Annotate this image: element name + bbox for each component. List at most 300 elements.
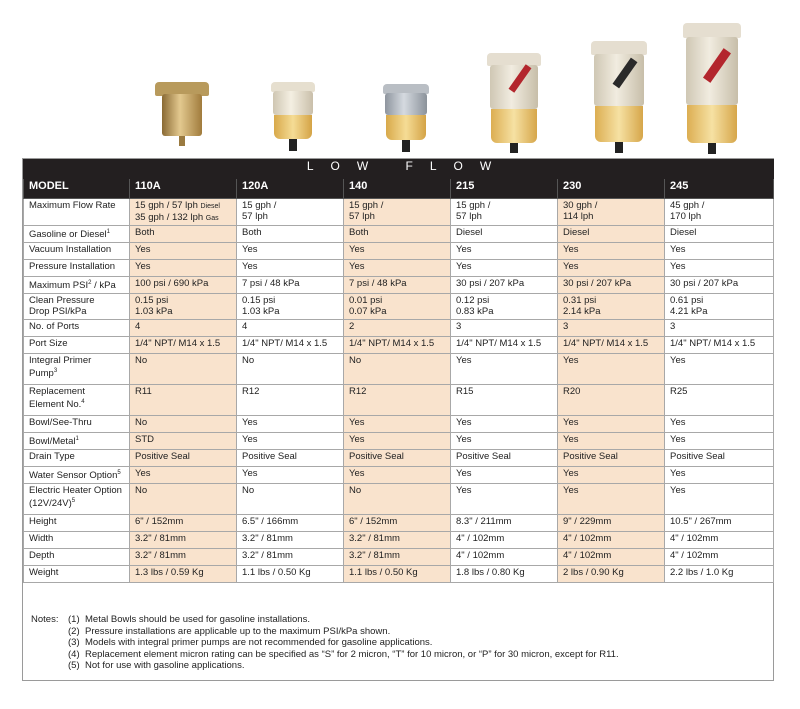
cell-215 [451, 467, 558, 484]
cell-note: Gas [205, 215, 219, 222]
cell-215 [451, 549, 558, 566]
cell-note: Diesel [200, 203, 220, 210]
cell-value: No [349, 355, 362, 366]
cell-120a [237, 385, 344, 416]
cell-value: 3 [563, 321, 569, 332]
cell-110a [130, 385, 237, 416]
cell-120a [237, 277, 344, 294]
table-row [24, 199, 774, 226]
cell-140 [344, 385, 451, 416]
cell-value-2: 170 lph [670, 211, 702, 222]
table-row [24, 243, 774, 260]
cell-value: Diesel [456, 227, 483, 238]
cell-value: 30 psi / 207 kPa [456, 278, 525, 289]
cell-value: No [242, 355, 255, 366]
row-label [24, 260, 130, 277]
cell-value: R25 [670, 386, 688, 397]
notes [31, 614, 619, 672]
cell-value: 2 [349, 321, 355, 332]
cell-value: 3.2" / 81mm [349, 550, 400, 561]
column-header-245: 245 [665, 179, 774, 199]
filter-245-image [683, 23, 741, 155]
cell-120a [237, 532, 344, 549]
cell-value: 100 psi / 690 kPa [135, 278, 209, 289]
cell-value: R15 [456, 386, 474, 397]
cell-value: Positive Seal [670, 451, 725, 462]
cell-245 [665, 337, 774, 354]
cell-110a [130, 566, 237, 583]
row-label-text: Pressure Installation [29, 261, 116, 272]
cell-140 [344, 532, 451, 549]
cell-value: R11 [135, 386, 152, 397]
cell-value: Yes [670, 355, 686, 366]
cell-value: 10.5" / 267mm [670, 516, 732, 527]
column-header-230: 230 [558, 179, 665, 199]
row-label [24, 320, 130, 337]
cell-230 [558, 354, 665, 385]
row-label [24, 532, 130, 549]
filter-120a-image [271, 82, 315, 154]
cell-245 [665, 532, 774, 549]
cell-value-2: 1.03 kPa [135, 306, 173, 317]
cell-value: 1/4" NPT/ M14 x 1.5 [349, 338, 435, 349]
cell-value: 4 [242, 321, 248, 332]
column-header-120a: 120A [237, 179, 344, 199]
filter-215-image [487, 53, 541, 155]
row-label-text: Vacuum Installation [29, 244, 112, 255]
cell-230 [558, 566, 665, 583]
column-header-140: 140 [344, 179, 451, 199]
table-row [24, 467, 774, 484]
product-images [0, 0, 800, 158]
cell-value: Yes [670, 468, 686, 479]
cell-value: 1/4" NPT/ M14 x 1.5 [456, 338, 542, 349]
cell-value: Positive Seal [563, 451, 618, 462]
cell-140 [344, 484, 451, 515]
cell-value: 0.61 psi [670, 295, 704, 306]
cell-value: R12 [242, 386, 260, 397]
cell-110a [130, 320, 237, 337]
cell-value: 0.12 psi [456, 295, 490, 306]
cell-value: Yes [349, 417, 365, 428]
cell-value-2: 2.14 kPa [563, 306, 601, 317]
cell-110a [130, 337, 237, 354]
table-row [24, 532, 774, 549]
row-label-text: Maximum Flow Rate [29, 200, 116, 211]
note-number: (5) [68, 660, 80, 671]
cell-230 [558, 467, 665, 484]
cell-value: 4" / 102mm [670, 533, 719, 544]
cell-value: R20 [563, 386, 581, 397]
cell-120a [237, 337, 344, 354]
notes-list [31, 614, 619, 672]
cell-230 [558, 549, 665, 566]
cell-value: 6" / 152mm [135, 516, 184, 527]
row-label-text-2: Pump [29, 368, 54, 380]
cell-value: 3.2" / 81mm [242, 550, 293, 561]
footnote-ref: 4 [81, 399, 85, 405]
cell-value: No [135, 485, 148, 496]
cell-110a [130, 416, 237, 433]
cell-110a [130, 549, 237, 566]
table-row [24, 484, 774, 515]
row-label-text-2: Element No. [29, 399, 82, 411]
table-row [24, 515, 774, 532]
table-row [24, 226, 774, 243]
cell-value: 3.2" / 81mm [349, 533, 400, 544]
row-label [24, 277, 130, 294]
cell-215 [451, 515, 558, 532]
cell-110a [130, 532, 237, 549]
row-label-suffix: / kPa [91, 280, 116, 292]
cell-value: Yes [456, 434, 472, 445]
row-label [24, 433, 130, 450]
footnote-ref: 5 [117, 470, 121, 476]
cell-value: Yes [349, 434, 365, 445]
cell-215 [451, 277, 558, 294]
column-header-model: MODEL [24, 179, 130, 199]
cell-245 [665, 320, 774, 337]
row-label-text: Depth [29, 550, 55, 561]
note-item [68, 660, 619, 672]
cell-value: Yes [349, 261, 365, 272]
cell-245 [665, 354, 774, 385]
row-label-text: Gasoline or Diesel [29, 229, 107, 241]
cell-110a [130, 354, 237, 385]
cell-value: No [135, 355, 148, 366]
note-item [68, 649, 619, 661]
cell-value: 3.2" / 81mm [242, 533, 293, 544]
cell-value: Yes [670, 485, 686, 496]
spec-sheet [22, 158, 774, 681]
cell-value: Yes [563, 485, 579, 496]
cell-value: Yes [456, 468, 472, 479]
footnote-ref: 2 [88, 280, 92, 286]
table-row [24, 260, 774, 277]
cell-value: 45 gph / [670, 200, 705, 211]
column-header-215: 215 [451, 179, 558, 199]
cell-230 [558, 532, 665, 549]
cell-value: Yes [456, 244, 472, 255]
cell-value: 0.01 psi [349, 295, 383, 306]
table-row [24, 320, 774, 337]
row-label [24, 199, 130, 226]
cell-value: Yes [242, 468, 258, 479]
cell-value: 30 gph / [563, 200, 598, 211]
cell-215 [451, 320, 558, 337]
table-row [24, 416, 774, 433]
table-row [24, 277, 774, 294]
spec-table [23, 159, 774, 583]
cell-245 [665, 226, 774, 243]
table-title: LOW FLOW [24, 160, 774, 179]
cell-230 [558, 337, 665, 354]
cell-value-2: 1.03 kPa [242, 306, 280, 317]
cell-value: Yes [456, 485, 472, 496]
cell-value: No [242, 485, 255, 496]
cell-245 [665, 294, 774, 320]
cell-215 [451, 566, 558, 583]
note-number: (3) [68, 637, 80, 648]
row-label [24, 337, 130, 354]
cell-140 [344, 337, 451, 354]
cell-215 [451, 226, 558, 243]
cell-230 [558, 385, 665, 416]
row-label [24, 549, 130, 566]
cell-value: 1/4" NPT/ M14 x 1.5 [135, 338, 221, 349]
cell-120a [237, 416, 344, 433]
cell-245 [665, 484, 774, 515]
cell-215 [451, 294, 558, 320]
note-item [68, 637, 619, 649]
cell-value-2: 57 lph [242, 211, 268, 222]
row-label-text: Clean Pressure [29, 295, 95, 306]
cell-value: 4" / 102mm [563, 550, 612, 561]
cell-245 [665, 549, 774, 566]
cell-value: 4" / 102mm [563, 533, 612, 544]
cell-245 [665, 260, 774, 277]
cell-215 [451, 260, 558, 277]
cell-215 [451, 337, 558, 354]
cell-value: 3.2" / 81mm [135, 550, 186, 561]
cell-value: Yes [563, 434, 579, 445]
row-label-text: Width [29, 533, 54, 544]
cell-value: 0.31 psi [563, 295, 597, 306]
note-text: Pressure installations are applicable up to the maximum PSI/kPa shown. [85, 625, 391, 637]
cell-value: Positive Seal [456, 451, 511, 462]
cell-230 [558, 484, 665, 515]
cell-value: Yes [135, 244, 151, 255]
row-label-text: Bowl/See-Thru [29, 417, 92, 428]
cell-230 [558, 199, 665, 226]
cell-140 [344, 277, 451, 294]
cell-value: 1.1 lbs / 0.50 Kg [349, 567, 418, 578]
row-label-text: Bowl/Metal [29, 436, 76, 448]
cell-value: No [135, 417, 148, 428]
cell-value: 30 psi / 207 kPa [563, 278, 632, 289]
cell-value: 4" / 102mm [456, 533, 505, 544]
row-label-text-2: Drop PSI/kPa [29, 306, 87, 317]
row-label-text-2: (12V/24V) [29, 498, 72, 510]
cell-value: 4 [135, 321, 141, 332]
row-label-text: Integral Primer [29, 355, 92, 366]
cell-value: 1/4" NPT/ M14 x 1.5 [563, 338, 649, 349]
cell-value: 1.3 lbs / 0.59 Kg [135, 567, 204, 578]
table-row [24, 337, 774, 354]
cell-value: STD [135, 434, 154, 445]
cell-140 [344, 566, 451, 583]
cell-140 [344, 433, 451, 450]
note-text: Metal Bowls should be used for gasoline installations. [85, 614, 310, 625]
cell-215 [451, 199, 558, 226]
row-label [24, 515, 130, 532]
cell-230 [558, 416, 665, 433]
cell-140 [344, 226, 451, 243]
cell-120a [237, 260, 344, 277]
cell-110a [130, 450, 237, 467]
table-row [24, 385, 774, 416]
table-row [24, 294, 774, 320]
cell-230 [558, 515, 665, 532]
cell-140 [344, 260, 451, 277]
cell-120a [237, 549, 344, 566]
cell-value: Both [349, 227, 369, 238]
cell-value: 3 [456, 321, 462, 332]
note-item [68, 626, 619, 638]
cell-value: 1.1 lbs / 0.50 Kg [242, 567, 311, 578]
cell-140 [344, 243, 451, 260]
cell-value: 9" / 229mm [563, 516, 612, 527]
cell-value: 1/4" NPT/ M14 x 1.5 [670, 338, 756, 349]
cell-value: Both [135, 227, 155, 238]
cell-245 [665, 385, 774, 416]
cell-value: Both [242, 227, 262, 238]
cell-230 [558, 433, 665, 450]
row-label [24, 354, 130, 385]
note-text: Replacement element micron rating can be specified as “S” for 2 micron, “T” for 10 micron, or “P” for 30 micron, except for R11. [85, 648, 619, 660]
row-label-text: Electric Heater Option [29, 485, 122, 496]
cell-value: Yes [242, 244, 258, 255]
row-label [24, 467, 130, 484]
note-text: Not for use with gasoline applications. [85, 660, 245, 671]
cell-120a [237, 484, 344, 515]
row-label-text: Height [29, 516, 57, 527]
row-label-text: Replacement [29, 386, 85, 397]
cell-value: 7 psi / 48 kPa [242, 278, 300, 289]
cell-value: 4" / 102mm [670, 550, 719, 561]
cell-value: Yes [563, 244, 579, 255]
cell-245 [665, 433, 774, 450]
cell-110a [130, 515, 237, 532]
row-label-text: Drain Type [29, 451, 75, 462]
cell-value: Yes [456, 261, 472, 272]
cell-value: 1/4" NPT/ M14 x 1.5 [242, 338, 328, 349]
cell-140 [344, 515, 451, 532]
cell-value: Positive Seal [242, 451, 297, 462]
row-label [24, 243, 130, 260]
cell-value: Diesel [670, 227, 697, 238]
cell-value: 6.5" / 166mm [242, 516, 299, 527]
note-number: (1) [68, 614, 80, 625]
cell-value: 8.3" / 211mm [456, 516, 512, 527]
cell-140 [344, 416, 451, 433]
cell-value-2: 0.83 kPa [456, 306, 494, 317]
cell-120a [237, 354, 344, 385]
cell-215 [451, 484, 558, 515]
cell-110a [130, 277, 237, 294]
footnote-ref: 1 [75, 436, 79, 442]
cell-value: Yes [242, 434, 258, 445]
cell-120a [237, 320, 344, 337]
cell-value: 1.8 lbs / 0.80 Kg [456, 567, 525, 578]
cell-value: 30 psi / 207 kPa [670, 278, 739, 289]
cell-value: 3 [670, 321, 676, 332]
cell-245 [665, 450, 774, 467]
cell-245 [665, 243, 774, 260]
title-row [24, 160, 774, 179]
cell-120a [237, 243, 344, 260]
cell-value-2: 4.21 kPa [670, 306, 708, 317]
cell-120a [237, 566, 344, 583]
header-row [24, 179, 774, 199]
cell-230 [558, 294, 665, 320]
filter-230-image [591, 41, 647, 155]
row-label [24, 450, 130, 467]
cell-110a [130, 199, 237, 226]
cell-value: Yes [670, 434, 686, 445]
cell-value: Yes [242, 417, 258, 428]
row-label [24, 566, 130, 583]
cell-245 [665, 277, 774, 294]
cell-110a [130, 484, 237, 515]
cell-value: Yes [135, 261, 151, 272]
cell-120a [237, 450, 344, 467]
cell-value: 15 gph / 57 lph [135, 200, 198, 211]
cell-215 [451, 416, 558, 433]
cell-230 [558, 243, 665, 260]
cell-value: Yes [135, 468, 151, 479]
cell-245 [665, 416, 774, 433]
cell-value: Diesel [563, 227, 590, 238]
notes-title: Notes: [31, 614, 59, 625]
cell-value: R12 [349, 386, 367, 397]
cell-245 [665, 467, 774, 484]
cell-value: Yes [349, 244, 365, 255]
cell-140 [344, 294, 451, 320]
cell-value: Yes [563, 355, 579, 366]
cell-value: 3.2" / 81mm [135, 533, 186, 544]
row-label-text: Port Size [29, 338, 68, 349]
cell-110a [130, 433, 237, 450]
cell-215 [451, 450, 558, 467]
cell-230 [558, 260, 665, 277]
cell-value: Yes [563, 261, 579, 272]
cell-value: 15 gph / [456, 200, 491, 211]
cell-245 [665, 199, 774, 226]
cell-215 [451, 433, 558, 450]
cell-value: 7 psi / 48 kPa [349, 278, 407, 289]
cell-140 [344, 450, 451, 467]
cell-140 [344, 549, 451, 566]
cell-215 [451, 243, 558, 260]
row-label [24, 385, 130, 416]
cell-245 [665, 515, 774, 532]
cell-230 [558, 277, 665, 294]
cell-120a [237, 294, 344, 320]
cell-value: Yes [456, 417, 472, 428]
column-header-110a: 110A [130, 179, 237, 199]
cell-140 [344, 354, 451, 385]
footnote-ref: 1 [106, 229, 110, 235]
cell-110a [130, 294, 237, 320]
cell-value: Yes [670, 244, 686, 255]
cell-value-2: 57 lph [349, 211, 375, 222]
cell-value-2: 0.07 kPa [349, 306, 387, 317]
cell-120a [237, 433, 344, 450]
filter-140-image [383, 84, 429, 154]
cell-value-2: 35 gph / 132 lph [135, 212, 204, 223]
cell-110a [130, 467, 237, 484]
cell-value: Yes [563, 417, 579, 428]
cell-value: Yes [563, 468, 579, 479]
cell-140 [344, 320, 451, 337]
cell-value: 2.2 lbs / 1.0 Kg [670, 567, 734, 578]
row-label [24, 484, 130, 515]
cell-value: Yes [349, 468, 365, 479]
cell-value: 0.15 psi [135, 295, 169, 306]
table-row [24, 433, 774, 450]
cell-110a [130, 260, 237, 277]
